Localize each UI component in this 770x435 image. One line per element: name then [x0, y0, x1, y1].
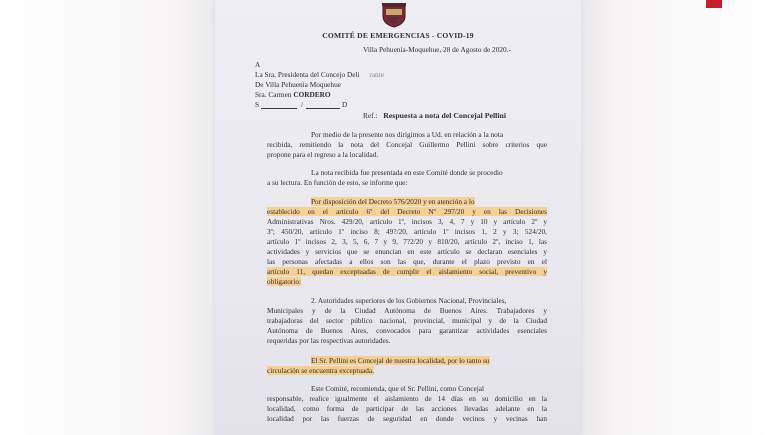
ref-line [363, 111, 506, 121]
ref-label: Ref.: [363, 111, 378, 120]
recipient-line-3 [255, 90, 331, 100]
paragraph-3-text: establecido en el artículo 6º del Decreto Nº 297/20 y en las Decisiones [267, 207, 547, 216]
recipient-name: CORDERO [293, 90, 331, 99]
corner-mark [706, 0, 722, 8]
place-date: Villa Pehuenia-Moquehue, 28 de Agosto de 2020.- [363, 45, 511, 54]
blank-line [306, 108, 340, 109]
right-background [580, 0, 770, 435]
paragraph-3-line [267, 207, 547, 217]
paragraph-3-text: obligatorio: [267, 277, 302, 286]
recipient-prefix: Sra. Carmen [255, 90, 292, 99]
paragraph-1-line: Por medio de la presente nos dirigimos a Ud. en relación a la nota [311, 130, 504, 139]
recipient-a: A [255, 60, 261, 69]
recipient-line-1-tail: rante [369, 70, 384, 79]
blank-line [261, 108, 297, 109]
document-page [215, 0, 581, 435]
paragraph-3-line [267, 277, 301, 287]
recipient-line-1-text: La Sra. Presidenta del Concejo Deli [255, 70, 360, 79]
paragraph-6-line: responsable, realice igualmente el aislamiento de 14 días en su domicilio en la [267, 394, 547, 403]
paragraph-3-text: Por disposición del Decreto 576/2020 y en atención a lo [311, 197, 475, 206]
paragraph-4-line: Autónoma de Buenos Aires, convocados para garantizar actividades esenciales [267, 326, 547, 335]
paragraph-3-line: artículo 1º incisos 2, 3, 5, 6, 7 y 9, 7?2/20 y 810/20, artículo 2º, inciso 1, las [267, 237, 547, 246]
paragraph-3-line: 3º; 450/20, artículo 1º inciso 8; 49?/20, artículo 1º incisos 1, 2 y 3; 524/20, [267, 227, 547, 236]
ref-title: Respuesta a nota del Concejal Pellini [383, 111, 507, 120]
paragraph-1-line: propone para el regreso a la localidad. [267, 150, 379, 159]
municipal-crest-icon [379, 2, 409, 28]
paragraph-3-line: las personas afectadas a ellos son las que, durante el plazo previsto en el [267, 257, 547, 266]
paragraph-6-line: localidad, como forma de participar de las acciones llevadas adelante en la [267, 404, 547, 413]
paragraph-6-line: localidad por las fuerzas de seguridad en donde vecinos y vecinas han [267, 414, 547, 423]
recipient-line-2: De Villa Pehuenia Moquehue [255, 80, 341, 89]
recipient-line-4-d: D [342, 100, 348, 109]
left-background [0, 0, 215, 435]
paragraph-6-line: Este Comité, recomienda, que el Sr. Pellini, como Concejal [311, 384, 485, 393]
paragraph-3-line [267, 197, 547, 207]
paragraph-3-line: actividades y servicios que se enuncian en este artículo se declaran esenciales y [267, 247, 547, 256]
paragraph-5-text: El Sr. Pellini es Concejal de nuestra localidad, por lo tanto su [311, 356, 490, 365]
paragraph-4-line: Municipales y de la Ciudad Autónoma de Buenos Aires. Trabajadores y [267, 306, 547, 315]
paragraph-3-line [267, 267, 547, 277]
paragraph-4-line: trabajadoras del sector público nacional, provincial, municipal y de la Ciudad [267, 316, 547, 325]
paragraph-3-line: Administrativas Nros. 429/20, artículo 1º, incisos 3, 4, 7 y 10 y artículo 2º y [267, 217, 547, 226]
paragraph-1-line: recibida, remitiendo la nota del Concejal Guillermo Pellini sobre criterios que [267, 140, 547, 149]
paragraph-5-line [267, 366, 374, 376]
recipient-line-4-slash: / [301, 100, 304, 109]
paragraph-5-line [311, 356, 490, 366]
paragraph-4-line: 2. Autoridades superiores de los Gobiernos Nacional, Provinciales, [311, 296, 507, 305]
recipient-line-4-s: S [255, 100, 260, 109]
paragraph-2-line: a su lectura. En función de esto, se informe que: [267, 178, 408, 187]
recipient-line-1 [255, 70, 384, 80]
paragraph-4-line: requeridas por las respectivas autoridades. [267, 336, 391, 345]
paragraph-5-text: circulación se encuentra exceptuada. [267, 366, 374, 375]
paragraph-3-text: artículo 11, quedan exceptuadas de cumplir el aislamiento social, preventivo y [267, 267, 547, 276]
committee-title: COMITÉ DE EMERGENCIAS - COVID-19 [322, 31, 474, 40]
paragraph-2-line: La nota recibida fue presentada en este Comité donde se procedio [311, 168, 503, 177]
